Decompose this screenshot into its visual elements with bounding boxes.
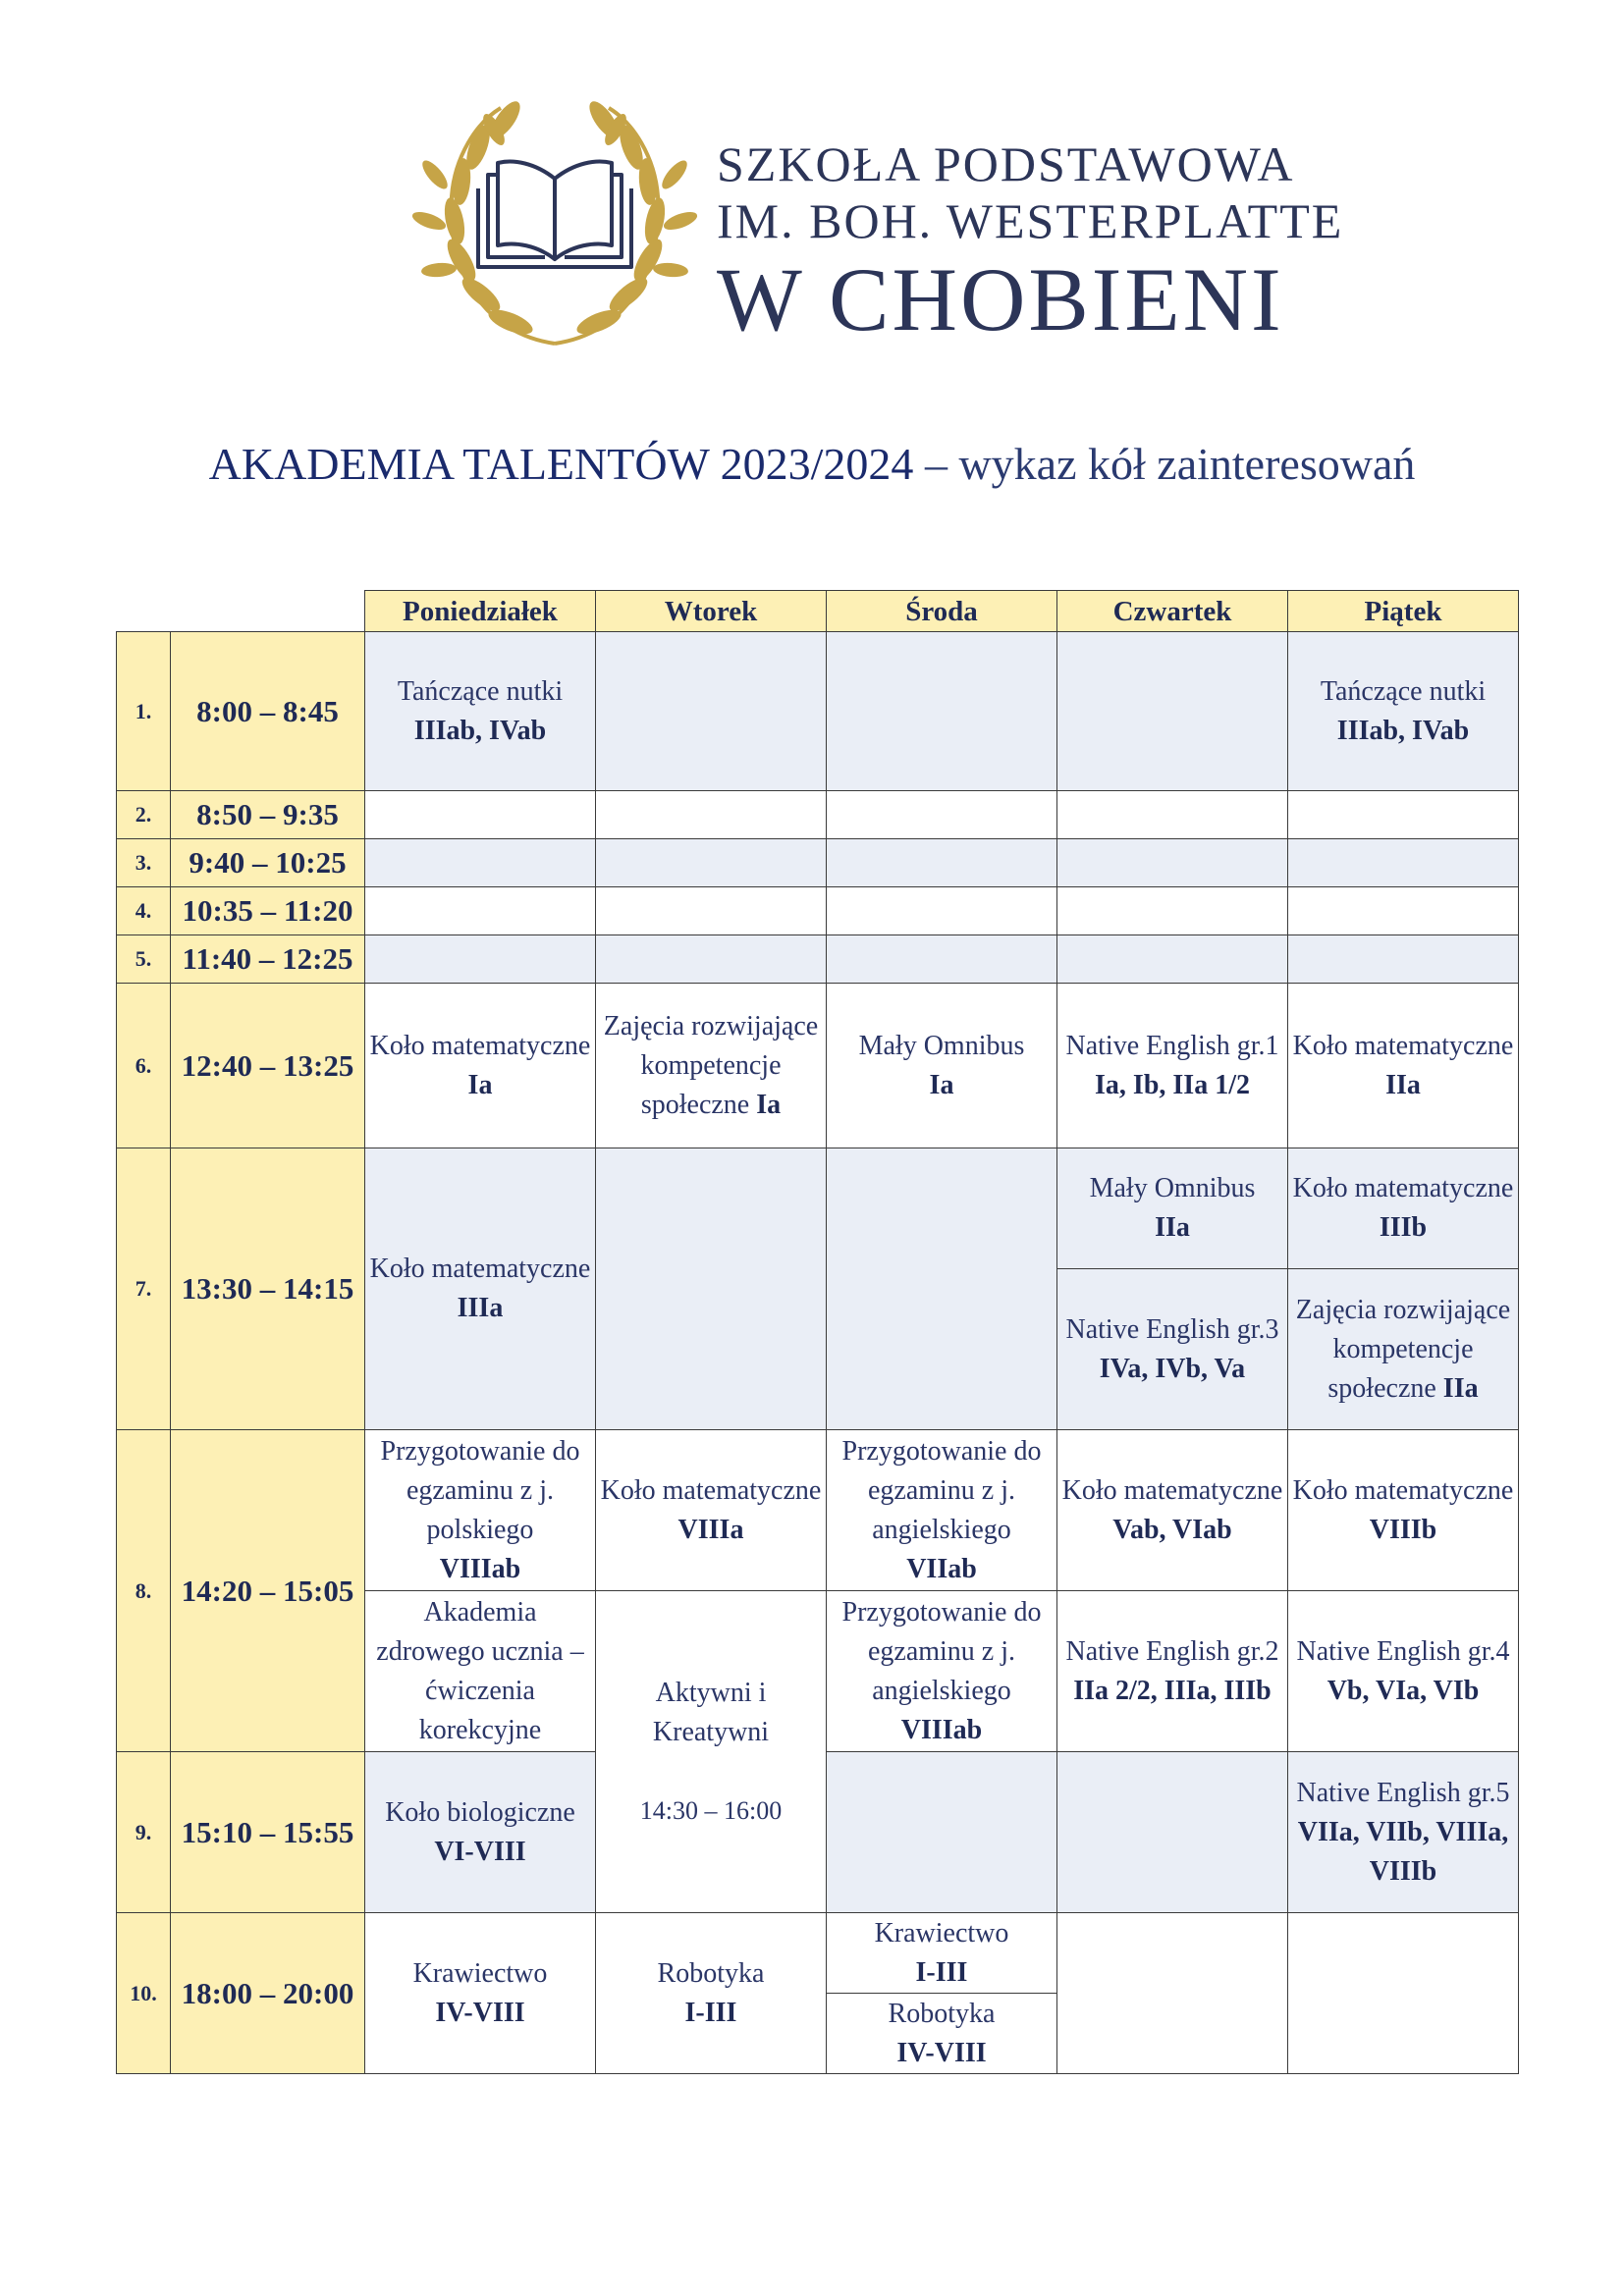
empty-cell (596, 887, 827, 935)
activity-name: Robotyka (657, 1957, 765, 1989)
period-number: 7. (117, 1148, 171, 1430)
activity-classes: VIIIab (439, 1553, 521, 1584)
school-name-line2: IM. BOH. WESTERPLATTE (717, 193, 1344, 248)
activity-name: Przygotowanie do egzaminu z j. angielskiego (841, 1435, 1042, 1545)
activity-cell (1057, 984, 1288, 1148)
empty-cell (827, 1752, 1057, 1913)
empty-cell (596, 839, 827, 887)
activity-cell (1288, 632, 1519, 791)
activity-cell (365, 1752, 596, 1913)
activity-name: Krawiectwo (874, 1917, 1009, 1949)
activity-cell (1288, 1269, 1519, 1430)
activity-name: Koło matematyczne (1292, 1030, 1514, 1061)
activity-name: Koło matematyczne (369, 1254, 591, 1284)
period-time: 15:10 – 15:55 (171, 1752, 365, 1913)
activity-name: Akademia zdrowego ucznia – ćwiczenia korekcyjne (376, 1596, 584, 1745)
activity-classes: IVa, IVb, Va (1099, 1353, 1246, 1384)
period-row-5 (117, 935, 1519, 984)
activity-cell (365, 1430, 596, 1591)
empty-cell (1057, 887, 1288, 935)
empty-cell (1288, 935, 1519, 984)
activity-cell (1057, 1269, 1288, 1430)
empty-cell (827, 632, 1057, 791)
period-time: 8:00 – 8:45 (171, 632, 365, 791)
activity-classes: IIa 2/2, IIIa, IIIb (1073, 1675, 1272, 1706)
activity-cell (1288, 1148, 1519, 1269)
activity-classes: IIIa (457, 1293, 504, 1323)
activity-classes: Vb, VIa, VIb (1326, 1675, 1480, 1706)
activity-name: Mały Omnibus (858, 1030, 1025, 1061)
empty-cell (596, 935, 827, 984)
school-name-line3: W CHOBIENI (717, 249, 1284, 349)
empty-cell (365, 887, 596, 935)
empty-cell (596, 791, 827, 839)
empty-cell (1288, 887, 1519, 935)
activity-cell (827, 984, 1057, 1148)
school-logo (407, 98, 702, 353)
activity-cell (596, 1591, 827, 1913)
activity-name: Mały Omnibus (1089, 1173, 1256, 1203)
activity-cell (365, 1913, 596, 2074)
activity-cell (365, 984, 596, 1148)
activity-name: Tańczące nutki (1320, 675, 1487, 707)
activity-classes: VIIa, VIIb, VIIIa, VIIIb (1297, 1816, 1509, 1887)
empty-cell (827, 935, 1057, 984)
activity-name: Native English gr.1 (1065, 1030, 1279, 1061)
empty-cell (827, 1148, 1057, 1430)
activity-cell (827, 1913, 1057, 1994)
empty-cell (1288, 1913, 1519, 2074)
activity-classes: I-III (684, 1997, 737, 2028)
empty-cell (827, 839, 1057, 887)
period-row-8 (117, 1430, 1519, 1591)
activity-time: 14:30 – 16:00 (639, 1795, 783, 1825)
empty-cell (1057, 791, 1288, 839)
period-time: 11:40 – 12:25 (171, 935, 365, 984)
header-blank (117, 591, 365, 632)
empty-cell (1057, 632, 1288, 791)
activity-name: Tańczące nutki (397, 675, 564, 707)
activity-cell (596, 1913, 827, 2074)
period-time: 10:35 – 11:20 (171, 887, 365, 935)
day-header-wednesday: Środa (827, 591, 1057, 632)
days-header-row (117, 591, 1519, 632)
activity-cell (596, 1430, 827, 1591)
day-header-monday: Poniedziałek (365, 591, 596, 632)
activity-classes: IIa (1155, 1212, 1190, 1243)
activity-classes: VI-VIII (434, 1836, 526, 1867)
period-time: 8:50 – 9:35 (171, 791, 365, 839)
activity-name: Native English gr.4 (1296, 1635, 1510, 1667)
period-number: 8. (117, 1430, 171, 1752)
activity-name: Robotyka (888, 1998, 996, 2029)
activity-cell (365, 1148, 596, 1430)
spacer (600, 1752, 822, 1791)
empty-cell (365, 839, 596, 887)
school-name-line1: SZKOŁA PODSTAWOWA (717, 136, 1295, 191)
activity-classes: VIIab (906, 1553, 977, 1584)
activity-name: Koło matematyczne (1292, 1173, 1514, 1203)
period-number: 2. (117, 791, 171, 839)
activity-classes: I-III (915, 1956, 968, 1988)
empty-cell (1057, 935, 1288, 984)
activity-name: Zajęcia rozwijające kompetencje społeczne (1295, 1294, 1511, 1404)
activity-cell (596, 984, 827, 1148)
activity-name: Zajęcia rozwijające kompetencje społeczne (603, 1010, 819, 1120)
activity-classes: VIIIb (1369, 1514, 1437, 1545)
activity-classes: Ia (756, 1089, 782, 1120)
activity-name: Koło matematyczne (1292, 1474, 1514, 1506)
period-row-2 (117, 791, 1519, 839)
activity-cell (365, 1591, 596, 1752)
activity-cell (1057, 1148, 1288, 1269)
activity-cell (1057, 1591, 1288, 1752)
activity-classes: Ia, Ib, IIa 1/2 (1095, 1069, 1250, 1100)
period-row-4 (117, 887, 1519, 935)
period-number: 3. (117, 839, 171, 887)
activity-classes: IIIb (1379, 1212, 1428, 1243)
timetable (116, 590, 1519, 2074)
day-header-tuesday: Wtorek (596, 591, 827, 632)
period-time: 13:30 – 14:15 (171, 1148, 365, 1430)
activity-classes: IIa (1385, 1069, 1421, 1100)
activity-cell (365, 632, 596, 791)
activity-cell (1288, 1752, 1519, 1913)
activity-cell (1288, 1591, 1519, 1752)
period-time: 9:40 – 10:25 (171, 839, 365, 887)
empty-cell (1288, 791, 1519, 839)
activity-name: Krawiectwo (412, 1957, 548, 1989)
period-row-7 (117, 1148, 1519, 1269)
empty-cell (1057, 1913, 1288, 2074)
activity-classes: IIIab, IVab (413, 715, 547, 746)
activity-cell (827, 1430, 1057, 1591)
period-number: 1. (117, 632, 171, 791)
activity-classes: Ia (929, 1069, 954, 1100)
activity-classes: VIIIa (677, 1514, 744, 1545)
activity-cell (1288, 984, 1519, 1148)
activity-cell (1288, 1430, 1519, 1591)
activity-name: Aktywni i Kreatywni (652, 1677, 770, 1747)
activity-classes: VIIIab (900, 1714, 983, 1745)
activity-name: Native English gr.2 (1065, 1635, 1279, 1667)
empty-cell (827, 887, 1057, 935)
activity-name: Koło biologiczne (385, 1796, 575, 1828)
page-title-sub: – wykaz kół zainteresowań (913, 439, 1416, 489)
activity-name: Koło matematyczne (600, 1474, 822, 1506)
activity-name: Koło matematyczne (369, 1030, 591, 1061)
period-number: 9. (117, 1752, 171, 1913)
activity-name: Native English gr.3 (1065, 1313, 1279, 1345)
empty-cell (1057, 839, 1288, 887)
activity-name: Przygotowanie do egzaminu z j. polskiego (380, 1435, 580, 1545)
period-row-10 (117, 1913, 1519, 1994)
activity-classes: IIa (1442, 1372, 1479, 1404)
period-number: 5. (117, 935, 171, 984)
period-time: 12:40 – 13:25 (171, 984, 365, 1148)
activity-cell (827, 1994, 1057, 2074)
activity-name: Przygotowanie do egzaminu z j. angielskiego (841, 1596, 1042, 1706)
period-time: 18:00 – 20:00 (171, 1913, 365, 2074)
activity-name: Koło matematyczne (1061, 1474, 1283, 1506)
empty-cell (365, 935, 596, 984)
empty-cell (596, 632, 827, 791)
activity-name: Native English gr.5 (1296, 1777, 1510, 1808)
activity-cell (827, 1591, 1057, 1752)
empty-cell (1057, 1752, 1288, 1913)
day-header-thursday: Czwartek (1057, 591, 1288, 632)
period-number: 6. (117, 984, 171, 1148)
day-header-friday: Piątek (1288, 591, 1519, 632)
period-row-6 (117, 984, 1519, 1148)
activity-classes: IV-VIII (435, 1997, 525, 2028)
empty-cell (1288, 839, 1519, 887)
activity-classes: Vab, VIab (1112, 1514, 1232, 1545)
empty-cell (827, 791, 1057, 839)
period-time: 14:20 – 15:05 (171, 1430, 365, 1752)
page-title (0, 438, 1624, 490)
period-row-3 (117, 839, 1519, 887)
activity-classes: Ia (467, 1069, 493, 1100)
empty-cell (365, 791, 596, 839)
period-number: 10. (117, 1913, 171, 2074)
empty-cell (596, 1148, 827, 1430)
period-row-1 (117, 632, 1519, 791)
activity-classes: IV-VIII (896, 2037, 987, 2068)
period-number: 4. (117, 887, 171, 935)
open-book-icon (478, 162, 631, 267)
page-title-main: AKADEMIA TALENTÓW 2023/2024 (208, 439, 914, 489)
activity-classes: IIIab, IVab (1336, 715, 1470, 746)
activity-cell (1057, 1430, 1288, 1591)
